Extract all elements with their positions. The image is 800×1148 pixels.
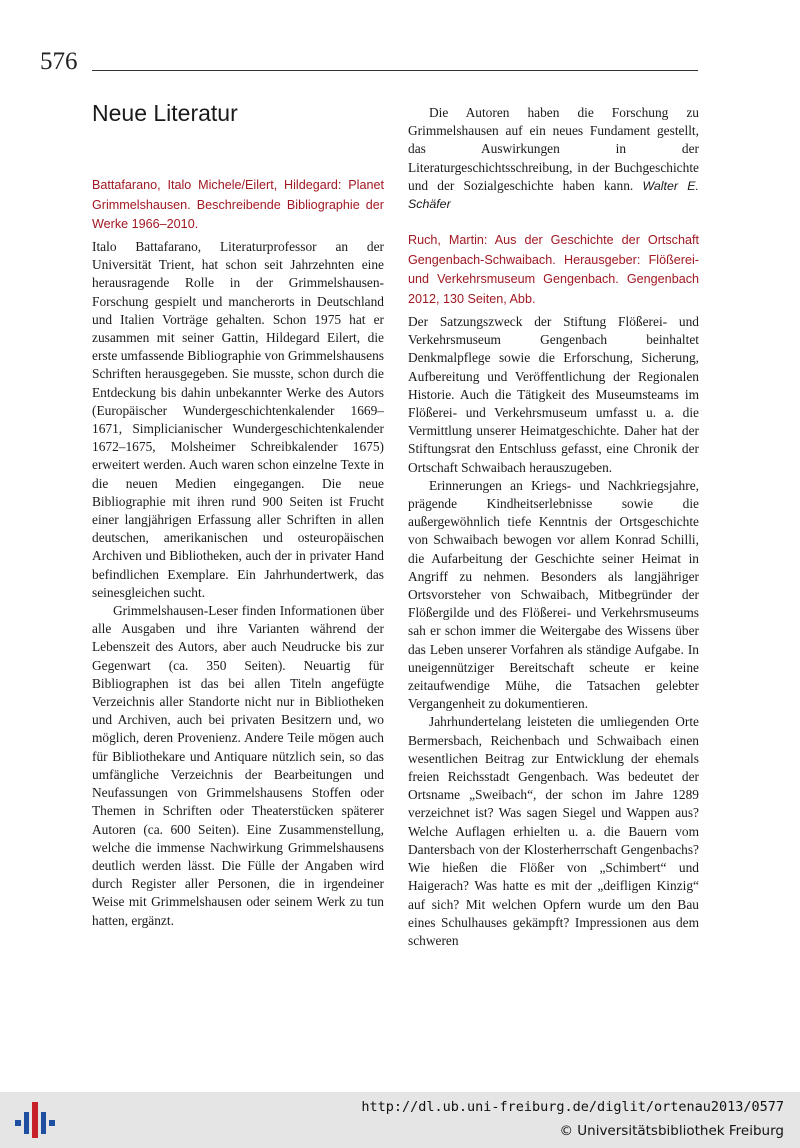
ub-freiburg-logo-icon bbox=[12, 1098, 58, 1142]
footer-bar bbox=[0, 1092, 800, 1148]
review-conclusion-battafarano bbox=[408, 104, 699, 213]
paragraph: Der Satzungszweck der Stiftung Flößerei- und Verkehrsmuseum Gengenbach beinhaltet Denkmalpflege sowie die Erforschung, Sicherung, Aufbereitung und Veröffentlichung der Regionalen Historie. Auch die Tätigkeit des Museumsteams im Flößerei- und Verkehrsmuseum umfasst u. a. die Vermittlung unserer Heimatgeschichte. Daher hat der Stiftungsrat den Entschluss gefasst, eine Chronik der Ortschaft Schwaibach herauszugeben. bbox=[408, 314, 699, 475]
copyright-text: © Universitätsbibliothek Freiburg bbox=[559, 1123, 784, 1139]
header-rule bbox=[92, 70, 698, 71]
review-heading-battafarano: Battafarano, Italo Michele/Eilert, Hildegard: Planet Grimmelshausen. Beschreibende Bibliographie der Werke 1966–2010. bbox=[92, 178, 384, 231]
page-number: 576 bbox=[40, 48, 78, 75]
paragraph: Italo Battafarano, Literaturprofessor an der Universität Trient, hat schon seit Jahrzehnten eine herausragende Rolle in der Grimmelshausen-Forschung gespielt und mancherorts in Deutschland und Italien Vorträge gehalten. Schon 1975 hat er zusammen mit seiner Gattin, Hildegard Eilert, die erste umfassende Bibliographie von Grimmelshausens Schriften herausgegeben. Sie musste, schon durch die Entdeckung bis dahin unbekannter Werke des Autors (Europäischer Wundergeschichtenkalender 1669–1671, Simplicianischer Wundergeschichtenkalender 1672–1675, Molsheimer Schreibkalender 1675) erweitert werden. Auch waren schon einzelne Texte in die neuen Medien eingegangen. Die neue Bibliographie mit ihren rund 900 Seiten ist Frucht einer langjährigen Erfassung aller Schriften in allen deutschen, amerikanischen und osteuropäischen Archiven und Bibliotheken, auch der in privater Hand befindlichen Exemplare. Ein Jahrhundertwerk, das seinesgleichen sucht. bbox=[92, 239, 384, 600]
paragraph: Grimmelshausen-Leser finden Informationen über alle Ausgaben und ihre Varianten während der Lebenszeit des Autors, aber auch Neudrucke bis zur Gegenwart (ca. 350 Seiten). Neuartig für Bibliographen ist das bei allen Titeln angefügte Verzeichnis aller Standorte nicht nur in Bibliotheken und Archiven, auch bei privaten Besitzern und, wo möglich, deren Provenienz. Andere Teile mögen auch für Bibliothekare und Antiquare nützlich sein, so das umfängliche Verzeichnis der Bearbeitungen und Neufassungen von Grimmelshausens Stoffen oder Themen in Schriften oder Theaterstücken späterer Autoren (ca. 600 Seiten). Eine Zusammenstellung, welche die immense Nachwirkung Grimmelshausens deutlich werden lässt. Die Fülle der Angaben wird durch Register aller Personen, die in irgendeiner Weise mit Grimmelshausen oder seinem Werk zu tun hatten, ergänzt. bbox=[92, 603, 384, 928]
paragraph: Jahrhundertelang leisteten die umliegenden Orte Bermersbach, Reichenbach und Schwaibach einen wesentlichen Beitrag zur Entwicklung der ehemals freien Reichsstadt Gengenbach. Was bedeutet der Ortsname „Sweibach“, der schon im Jahre 1289 verzeichnet ist? Was sagen Siegel und Wappen aus? Welche Auflagen erhielten u. a. die Bauern vom Dantersbach von der Klosterherrschaft Gengenbachs? Wie hießen die Flößer von „Schimbert“ und Haigerach? Was hatte es mit der „deifligen Kinzig“ auf sich? Mit welchen Opfern wurde um den Bau eines Schulhauses gekämpft? Impressionen aus dem schweren bbox=[408, 714, 699, 948]
reviewer-name: Walter E. Schäfer bbox=[408, 178, 699, 212]
paragraph: Erinnerungen an Kriegs- und Nachkriegsjahre, prägende Kindheitserlebnisse sowie die außergewöhnlich tiefe Kenntnis der Ortsgeschichte von Schwaibach bewogen vor allem Konrad Schilli, die Aufarbeitung der Geschichte seiner Heimat in Angriff zu nehmen. Besonders als langjähriger Ortsvorsteher von Schwaibach, Mitbegründer der Flößergilde und des Flößerei- und Verkehrsmuseums sah er schon immer die Weitergabe des Wissens über das Leben unserer Vorfahren als ständige Aufgabe. In uneigennütziger Bereitschaft scheute er keine zeitaufwendige Mühe, die Tatsachen gelebter Vergangenheit zu dokumentieren. bbox=[408, 477, 699, 712]
review-heading-ruch: Ruch, Martin: Aus der Geschichte der Ortschaft Gengenbach-Schwaibach. Herausgeber: Flößerei- und Verkehrsmuseum Gengenbach. Gengenbach 2012, 130 Seiten, Abb. bbox=[408, 233, 699, 306]
section-title: Neue Literatur bbox=[92, 100, 238, 126]
conclusion-text: Die Autoren haben die Forschung zu Grimmelshausen auf ein neues Fundament gestellt, das Auswirkungen in der Literaturgeschichtsschreibung, in der Buchgeschichte und der Sozialgeschichte haben kann. bbox=[408, 105, 699, 193]
paragraph bbox=[408, 104, 699, 213]
digital-library-link[interactable]: http://dl.ub.uni-freiburg.de/diglit/ortenau2013/0577 bbox=[361, 1099, 784, 1115]
review-body-ruch bbox=[408, 313, 699, 950]
review-body-battafarano bbox=[92, 238, 384, 930]
